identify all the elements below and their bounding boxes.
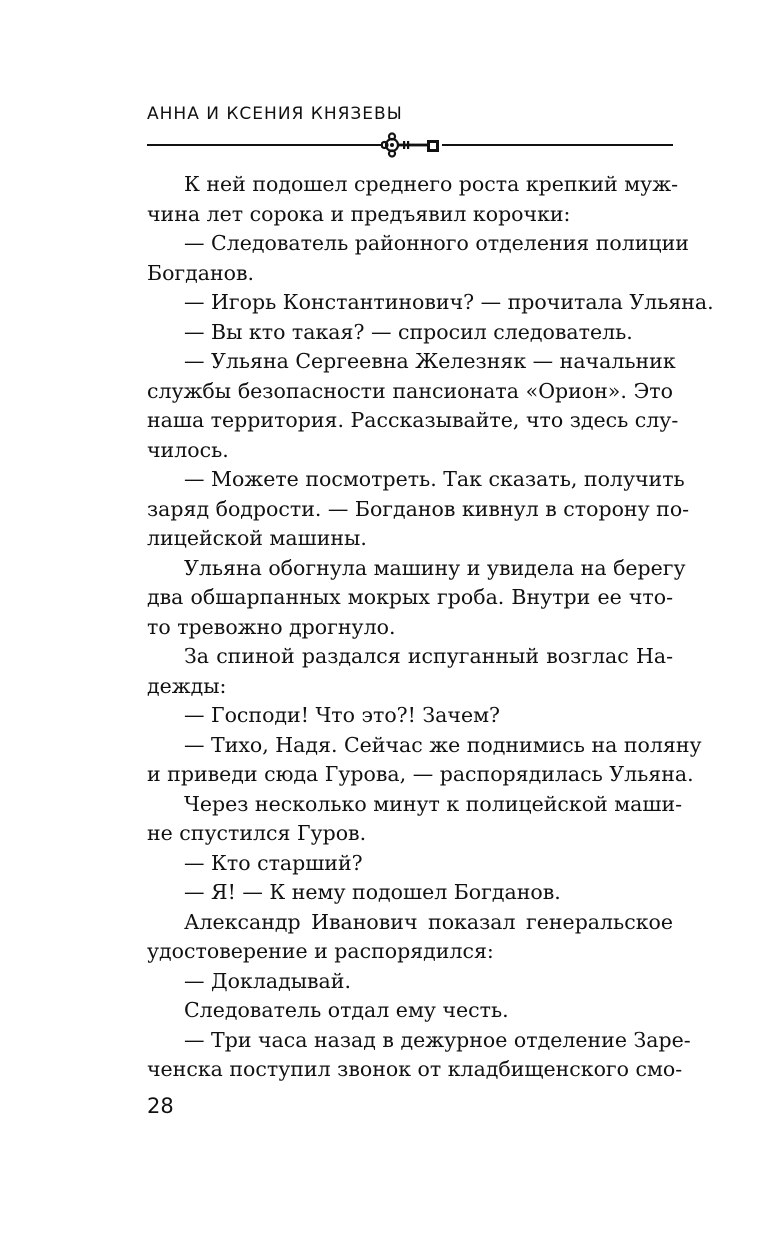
text-line: — Ульяна Сергеевна Железняк — начальник xyxy=(184,349,676,373)
text-line: — Можете посмотреть. Так сказать, получить xyxy=(184,467,685,491)
text-line: Через несколько минут к полицейской маши- xyxy=(184,791,683,816)
text-line: ченска поступил звонок от кладбищенского смо- xyxy=(147,1057,683,1081)
page-number: 28 xyxy=(147,1094,174,1118)
text-line: Александр Иванович показал генеральское xyxy=(184,909,673,934)
text-line: Следователь отдал ему честь. xyxy=(184,998,509,1022)
text-line: — Я! — К нему подошел Богданов. xyxy=(184,880,561,904)
text-line: наша территория. Рассказывайте, что здесь слу- xyxy=(147,408,679,432)
header-rule-left xyxy=(147,144,383,146)
text-line: — Три часа назад в дежурное отделение Заре- xyxy=(184,1027,691,1052)
text-line: заряд бодрости. — Богданов кивнул в сторону по- xyxy=(147,496,690,521)
text-line: Ульяна обогнула машину и увидела на берегу xyxy=(184,555,686,580)
text-line: дежды: xyxy=(147,673,227,698)
text-line: и приведи сюда Гурова, — распорядилась Ульяна. xyxy=(147,762,694,786)
text-line: удостоверение и распорядился: xyxy=(147,939,494,963)
text-line: чилось. xyxy=(147,437,229,462)
running-head: АННА И КСЕНИЯ КНЯЗЕВЫ xyxy=(147,104,403,124)
text-line: За спиной раздался испуганный возглас На- xyxy=(184,644,673,668)
text-line: К ней подошел среднего роста крепкий муж- xyxy=(184,172,679,196)
text-line: лицейской машины. xyxy=(147,526,367,550)
text-line: — Следователь районного отделения полиции xyxy=(184,231,689,255)
skeleton-key-icon xyxy=(381,130,445,160)
text-line: то тревожно дрогнуло. xyxy=(147,614,396,639)
text-line: службы безопасности пансионата «Орион». Это xyxy=(147,378,673,403)
text-line: — Господи! Что это?! Зачем? xyxy=(184,703,501,727)
text-line: — Вы кто такая? — спросил следователь. xyxy=(184,319,633,344)
text-line: — Игорь Константинович? — прочитала Ульяна. xyxy=(184,290,714,314)
header-rule-right xyxy=(442,144,673,146)
text-line: Богданов. xyxy=(147,260,255,285)
text-line: чина лет сорока и предъявил корочки: xyxy=(147,201,571,226)
text-line: не спустился Гуров. xyxy=(147,821,367,845)
body-text xyxy=(147,170,714,1085)
text-line: — Кто старший? xyxy=(184,850,363,875)
text-line: два обшарпанных мокрых гроба. Внутри ее что- xyxy=(147,585,673,609)
text-line: — Докладывай. xyxy=(184,968,351,993)
text-line: — Тихо, Надя. Сейчас же поднимись на поляну xyxy=(184,732,702,757)
